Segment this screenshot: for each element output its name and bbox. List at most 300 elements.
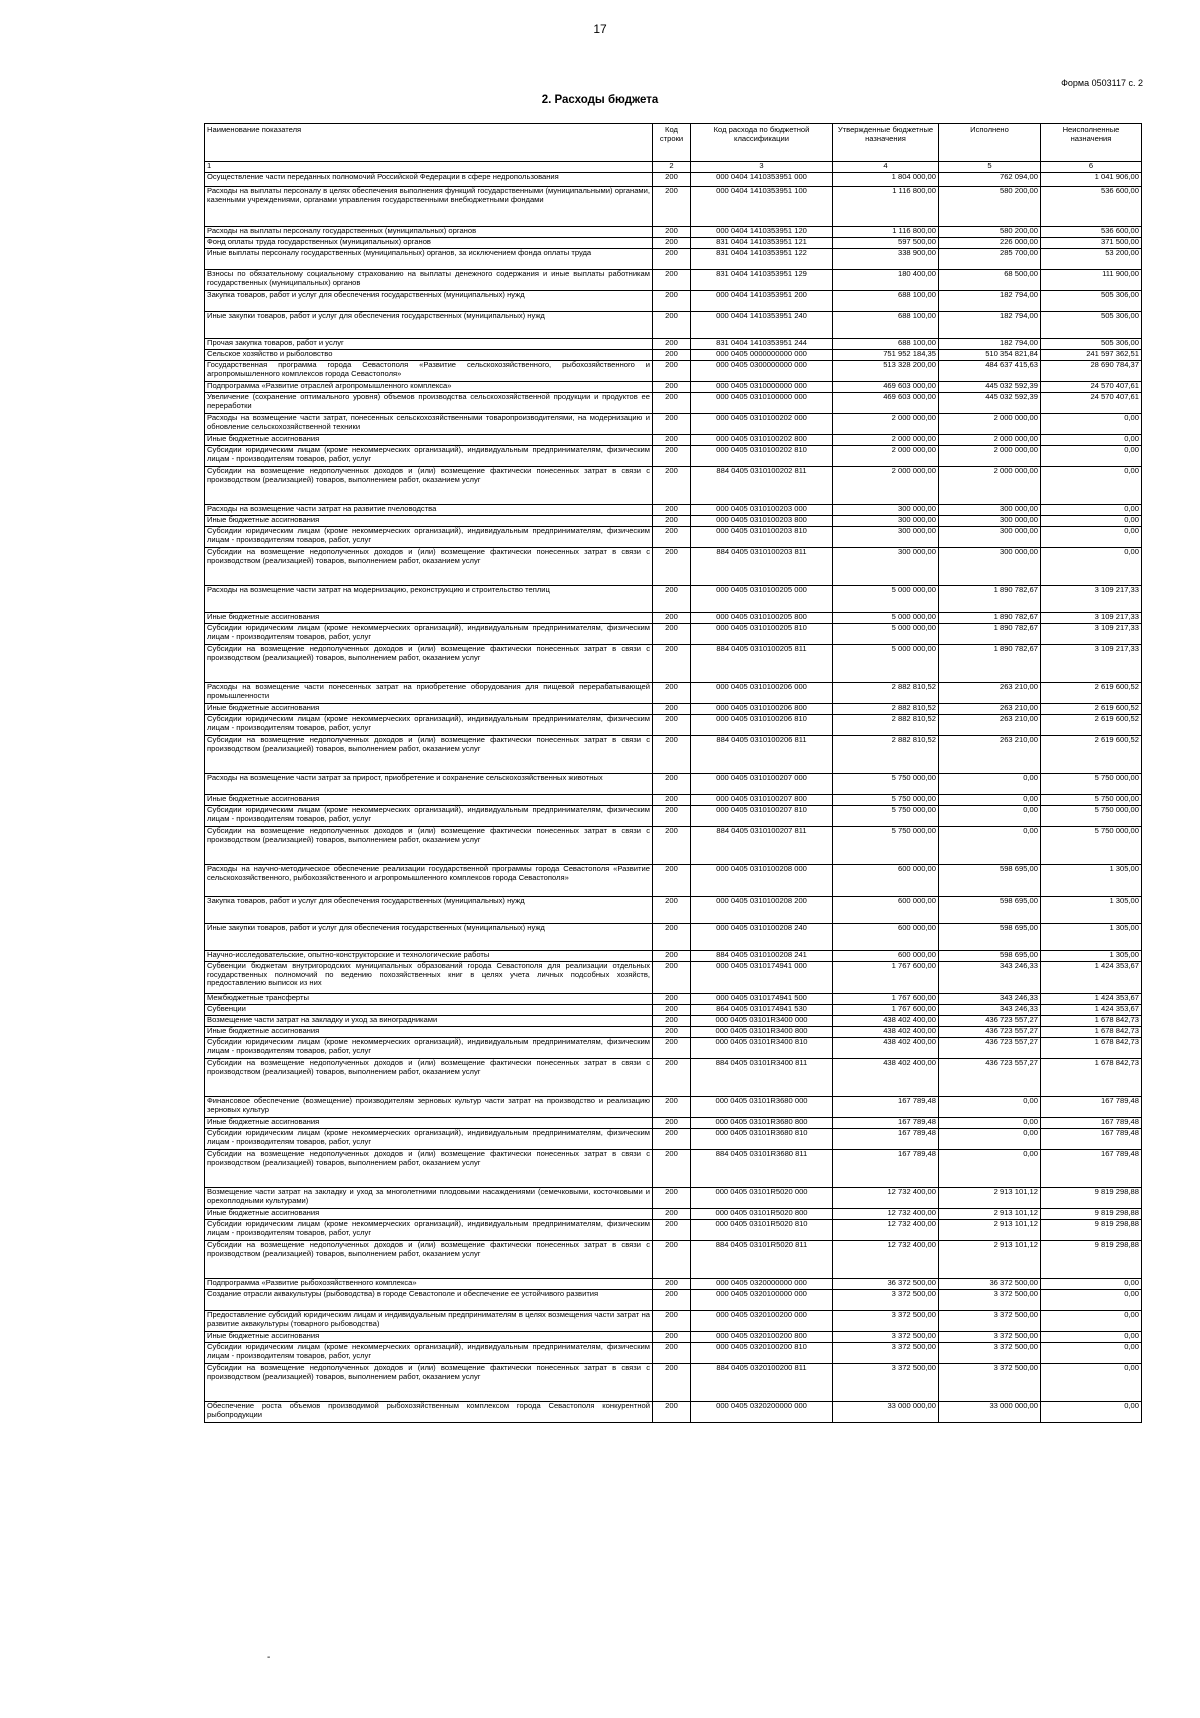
row-executed-value: 36 372 500,00	[939, 1279, 1041, 1290]
table-row	[205, 865, 1142, 897]
row-name: Иные бюджетные ассигнования	[205, 1118, 653, 1129]
row-executed-value: 762 094,00	[939, 173, 1041, 187]
row-classification-code: 884 0405 03101R5020 811	[691, 1241, 833, 1279]
row-line-code: 200	[653, 1332, 691, 1343]
row-approved-value: 167 789,48	[833, 1129, 939, 1150]
row-line-code: 200	[653, 962, 691, 994]
row-executed-value: 68 500,00	[939, 270, 1041, 291]
row-executed-value: 343 246,33	[939, 1005, 1041, 1016]
row-line-code: 200	[653, 227, 691, 238]
row-unexecuted-value: 0,00	[1041, 1290, 1142, 1311]
row-approved-value: 33 000 000,00	[833, 1402, 939, 1423]
form-identifier: Форма 0503117 с. 2	[1061, 78, 1143, 88]
row-name: Субсидии на возмещение недополученных доходов и (или) возмещение фактически понесенных затрат в связи с производством (реализацией) товаров, выполнением работ, оказанием услуг	[205, 548, 653, 586]
row-line-code: 200	[653, 238, 691, 249]
row-executed-value: 300 000,00	[939, 505, 1041, 516]
row-name: Расходы на выплаты персоналу государственных (муниципальных) органов	[205, 227, 653, 238]
row-unexecuted-value: 167 789,48	[1041, 1097, 1142, 1118]
row-line-code: 200	[653, 865, 691, 897]
row-classification-code: 000 0405 0310100203 810	[691, 527, 833, 548]
row-line-code: 200	[653, 187, 691, 227]
row-name: Иные бюджетные ассигнования	[205, 1027, 653, 1038]
row-approved-value: 438 402 400,00	[833, 1059, 939, 1097]
column-header-executed: Исполнено	[939, 124, 1041, 162]
row-approved-value: 36 372 500,00	[833, 1279, 939, 1290]
table-row	[205, 1150, 1142, 1188]
row-executed-value: 2 913 101,12	[939, 1209, 1041, 1220]
row-line-code: 200	[653, 1027, 691, 1038]
row-name: Иные бюджетные ассигнования	[205, 435, 653, 446]
row-approved-value: 688 100,00	[833, 291, 939, 312]
table-row	[205, 1059, 1142, 1097]
row-line-code: 200	[653, 951, 691, 962]
table-row	[205, 435, 1142, 446]
row-executed-value: 3 372 500,00	[939, 1343, 1041, 1364]
row-line-code: 200	[653, 586, 691, 613]
row-approved-value: 3 372 500,00	[833, 1290, 939, 1311]
row-classification-code: 884 0405 0310100207 811	[691, 827, 833, 865]
row-executed-value: 263 210,00	[939, 683, 1041, 704]
table-row	[205, 393, 1142, 414]
column-number: 4	[833, 162, 939, 173]
row-unexecuted-value: 9 819 298,88	[1041, 1220, 1142, 1241]
row-approved-value: 5 000 000,00	[833, 613, 939, 624]
row-executed-value: 1 890 782,67	[939, 645, 1041, 683]
row-executed-value: 1 890 782,67	[939, 586, 1041, 613]
row-unexecuted-value: 2 619 600,52	[1041, 736, 1142, 774]
row-classification-code: 000 0404 1410353951 120	[691, 227, 833, 238]
row-executed-value: 263 210,00	[939, 736, 1041, 774]
row-line-code: 200	[653, 645, 691, 683]
row-line-code: 200	[653, 715, 691, 736]
row-executed-value: 1 890 782,67	[939, 613, 1041, 624]
row-classification-code: 000 0405 0310100208 000	[691, 865, 833, 897]
row-approved-value: 2 882 810,52	[833, 683, 939, 704]
row-executed-value: 300 000,00	[939, 548, 1041, 586]
row-line-code: 200	[653, 994, 691, 1005]
table-row	[205, 1343, 1142, 1364]
table-row	[205, 1220, 1142, 1241]
row-executed-value: 598 695,00	[939, 865, 1041, 897]
row-unexecuted-value: 9 819 298,88	[1041, 1241, 1142, 1279]
table-row	[205, 173, 1142, 187]
row-unexecuted-value: 0,00	[1041, 505, 1142, 516]
row-classification-code: 884 0405 0310100202 811	[691, 467, 833, 505]
row-unexecuted-value: 1 424 353,67	[1041, 962, 1142, 994]
row-approved-value: 167 789,48	[833, 1150, 939, 1188]
row-line-code: 200	[653, 1343, 691, 1364]
row-approved-value: 751 952 184,35	[833, 350, 939, 361]
row-classification-code: 000 0405 0310100205 810	[691, 624, 833, 645]
row-line-code: 200	[653, 527, 691, 548]
table-row	[205, 827, 1142, 865]
row-line-code: 200	[653, 924, 691, 951]
row-executed-value: 598 695,00	[939, 951, 1041, 962]
row-unexecuted-value: 1 305,00	[1041, 924, 1142, 951]
row-line-code: 200	[653, 624, 691, 645]
table-row	[205, 715, 1142, 736]
row-unexecuted-value: 371 500,00	[1041, 238, 1142, 249]
row-approved-value: 438 402 400,00	[833, 1027, 939, 1038]
row-approved-value: 5 000 000,00	[833, 624, 939, 645]
row-line-code: 200	[653, 827, 691, 865]
row-approved-value: 597 500,00	[833, 238, 939, 249]
row-executed-value: 436 723 557,27	[939, 1016, 1041, 1027]
row-classification-code: 000 0405 0320100200 810	[691, 1343, 833, 1364]
column-header-line-code: Код строки	[653, 124, 691, 162]
row-unexecuted-value: 9 819 298,88	[1041, 1209, 1142, 1220]
row-classification-code: 000 0404 1410353951 000	[691, 173, 833, 187]
row-line-code: 200	[653, 1311, 691, 1332]
row-name: Расходы на возмещение части затрат, понесенных сельскохозяйственными товаропроизводителями, на модернизацию и обновление сельскохозяйственной техники	[205, 414, 653, 435]
row-unexecuted-value: 505 306,00	[1041, 312, 1142, 339]
table-body	[205, 173, 1142, 1423]
row-approved-value: 180 400,00	[833, 270, 939, 291]
row-line-code: 200	[653, 173, 691, 187]
column-number: 3	[691, 162, 833, 173]
row-classification-code: 000 0405 03101R3400 800	[691, 1027, 833, 1038]
table-row	[205, 1038, 1142, 1059]
table-row	[205, 1027, 1142, 1038]
row-approved-value: 2 000 000,00	[833, 435, 939, 446]
row-name: Расходы на возмещение части понесенных затрат на приобретение оборудования для пищевой перерабатывающей промышленности	[205, 683, 653, 704]
row-approved-value: 513 328 200,00	[833, 361, 939, 382]
row-unexecuted-value: 3 109 217,33	[1041, 624, 1142, 645]
row-name: Обеспечение роста объемов производимой рыбохозяйственным комплексом города Севастополя конкурентной рыбопродукции	[205, 1402, 653, 1423]
row-unexecuted-value: 0,00	[1041, 1311, 1142, 1332]
row-classification-code: 000 0405 0310100207 000	[691, 774, 833, 795]
row-approved-value: 600 000,00	[833, 865, 939, 897]
row-name: Расходы на возмещение части затрат на модернизацию, реконструкцию и строительство теплиц	[205, 586, 653, 613]
row-name: Создание отрасли аквакультуры (рыбоводства) в городе Севастополе и обеспечение ее устойчивого развития	[205, 1290, 653, 1311]
row-unexecuted-value: 3 109 217,33	[1041, 613, 1142, 624]
row-line-code: 200	[653, 516, 691, 527]
row-executed-value: 3 372 500,00	[939, 1364, 1041, 1402]
table-row	[205, 527, 1142, 548]
table-row	[205, 1188, 1142, 1209]
column-number-row	[205, 162, 1142, 173]
row-unexecuted-value: 167 789,48	[1041, 1129, 1142, 1150]
row-approved-value: 12 732 400,00	[833, 1220, 939, 1241]
row-unexecuted-value: 5 750 000,00	[1041, 774, 1142, 795]
row-unexecuted-value: 1 678 842,73	[1041, 1027, 1142, 1038]
row-line-code: 200	[653, 1150, 691, 1188]
column-number: 6	[1041, 162, 1142, 173]
row-approved-value: 2 882 810,52	[833, 736, 939, 774]
table-row	[205, 1241, 1142, 1279]
row-name: Субсидии на возмещение недополученных доходов и (или) возмещение фактически понесенных затрат в связи с производством (реализацией) товаров, выполнением работ, оказанием услуг	[205, 467, 653, 505]
row-name: Иные бюджетные ассигнования	[205, 516, 653, 527]
row-executed-value: 182 794,00	[939, 291, 1041, 312]
row-line-code: 200	[653, 1364, 691, 1402]
row-unexecuted-value: 0,00	[1041, 414, 1142, 435]
row-name: Субсидии юридическим лицам (кроме некоммерческих организаций), индивидуальным предпринимателям, физическим лицам - производителям товаров, работ, услуг	[205, 624, 653, 645]
row-name: Научно-исследовательские, опытно-конструкторские и технологические работы	[205, 951, 653, 962]
row-name: Субсидии юридическим лицам (кроме некоммерческих организаций), индивидуальным предпринимателям, физическим лицам - производителям товаров, работ, услуг	[205, 1129, 653, 1150]
row-approved-value: 2 000 000,00	[833, 467, 939, 505]
row-executed-value: 1 890 782,67	[939, 624, 1041, 645]
row-approved-value: 167 789,48	[833, 1118, 939, 1129]
row-approved-value: 2 882 810,52	[833, 715, 939, 736]
row-unexecuted-value: 111 900,00	[1041, 270, 1142, 291]
row-classification-code: 831 0404 1410353951 121	[691, 238, 833, 249]
row-name: Сельское хозяйство и рыболовство	[205, 350, 653, 361]
row-name: Подпрограмма «Развитие рыбохозяйственного комплекса»	[205, 1279, 653, 1290]
table-row	[205, 467, 1142, 505]
row-classification-code: 000 0405 0310100206 810	[691, 715, 833, 736]
row-classification-code: 000 0405 03101R3680 800	[691, 1118, 833, 1129]
row-classification-code: 000 0405 0310100206 800	[691, 704, 833, 715]
row-line-code: 200	[653, 312, 691, 339]
table-row	[205, 1402, 1142, 1423]
row-executed-value: 484 637 415,63	[939, 361, 1041, 382]
row-approved-value: 338 900,00	[833, 249, 939, 270]
row-unexecuted-value: 1 305,00	[1041, 951, 1142, 962]
table-row	[205, 736, 1142, 774]
row-classification-code: 884 0405 0310100203 811	[691, 548, 833, 586]
table-row	[205, 414, 1142, 435]
budget-expenses-table	[204, 123, 1142, 1423]
table-row	[205, 1209, 1142, 1220]
row-approved-value: 600 000,00	[833, 924, 939, 951]
row-unexecuted-value: 505 306,00	[1041, 291, 1142, 312]
row-unexecuted-value: 1 678 842,73	[1041, 1016, 1142, 1027]
row-executed-value: 436 723 557,27	[939, 1038, 1041, 1059]
table-row	[205, 227, 1142, 238]
row-name: Субсидии на возмещение недополученных доходов и (или) возмещение фактически понесенных затрат в связи с производством (реализацией) товаров, выполнением работ, оказанием услуг	[205, 1059, 653, 1097]
row-name: Субсидии юридическим лицам (кроме некоммерческих организаций), индивидуальным предпринимателям, физическим лицам - производителям товаров, работ, услуг	[205, 806, 653, 827]
column-number: 1	[205, 162, 653, 173]
table-row	[205, 361, 1142, 382]
row-classification-code: 000 0405 0310100202 800	[691, 435, 833, 446]
table-row	[205, 683, 1142, 704]
row-line-code: 200	[653, 339, 691, 350]
table-row	[205, 704, 1142, 715]
row-line-code: 200	[653, 435, 691, 446]
row-classification-code: 000 0405 0310000000 000	[691, 382, 833, 393]
row-name: Осуществление части переданных полномочий Российской Федерации в сфере недропользования	[205, 173, 653, 187]
row-classification-code: 000 0404 1410353951 240	[691, 312, 833, 339]
table-row	[205, 586, 1142, 613]
row-approved-value: 1 767 600,00	[833, 962, 939, 994]
table-row	[205, 446, 1142, 467]
row-line-code: 200	[653, 1279, 691, 1290]
row-name: Иные закупки товаров, работ и услуг для обеспечения государственных (муниципальных) нужд	[205, 924, 653, 951]
row-line-code: 200	[653, 1038, 691, 1059]
row-executed-value: 0,00	[939, 1129, 1041, 1150]
row-name: Расходы на выплаты персоналу в целях обеспечения выполнения функций государственными (муниципальными) органами, казенными учреждениями, органами управления государственными внебюджетными фондами	[205, 187, 653, 227]
row-unexecuted-value: 5 750 000,00	[1041, 795, 1142, 806]
row-executed-value: 598 695,00	[939, 924, 1041, 951]
row-approved-value: 438 402 400,00	[833, 1016, 939, 1027]
row-line-code: 200	[653, 1059, 691, 1097]
row-name: Взносы по обязательному социальному страхованию на выплаты денежного содержания и иные выплаты работникам государственных (муниципальных) органов	[205, 270, 653, 291]
row-line-code: 200	[653, 1188, 691, 1209]
table-row	[205, 645, 1142, 683]
row-unexecuted-value: 505 306,00	[1041, 339, 1142, 350]
row-classification-code: 000 0405 0000000000 000	[691, 350, 833, 361]
row-line-code: 200	[653, 350, 691, 361]
row-unexecuted-value: 0,00	[1041, 1343, 1142, 1364]
table-row	[205, 1005, 1142, 1016]
row-name: Возмещение части затрат на закладку и уход за многолетними плодовыми насаждениями (семечковыми, косточковыми и орехоплодными культурами)	[205, 1188, 653, 1209]
table-row	[205, 238, 1142, 249]
table-row	[205, 350, 1142, 361]
row-unexecuted-value: 0,00	[1041, 467, 1142, 505]
row-unexecuted-value: 0,00	[1041, 1279, 1142, 1290]
row-classification-code: 000 0405 0310100203 000	[691, 505, 833, 516]
row-classification-code: 000 0405 0310100202 810	[691, 446, 833, 467]
row-approved-value: 1 804 000,00	[833, 173, 939, 187]
row-executed-value: 2 000 000,00	[939, 414, 1041, 435]
row-executed-value: 33 000 000,00	[939, 1402, 1041, 1423]
row-name: Субсидии юридическим лицам (кроме некоммерческих организаций), индивидуальным предпринимателям, физическим лицам - производителям товаров, работ, услуг	[205, 715, 653, 736]
table-row	[205, 516, 1142, 527]
row-classification-code: 000 0405 0310100000 000	[691, 393, 833, 414]
row-name: Субсидии на возмещение недополученных доходов и (или) возмещение фактически понесенных затрат в связи с производством (реализацией) товаров, выполнением работ, оказанием услуг	[205, 1150, 653, 1188]
table-row	[205, 806, 1142, 827]
row-approved-value: 5 000 000,00	[833, 586, 939, 613]
row-line-code: 200	[653, 249, 691, 270]
row-executed-value: 2 913 101,12	[939, 1241, 1041, 1279]
table-row	[205, 291, 1142, 312]
row-executed-value: 343 246,33	[939, 994, 1041, 1005]
row-approved-value: 688 100,00	[833, 312, 939, 339]
row-executed-value: 0,00	[939, 827, 1041, 865]
row-line-code: 200	[653, 683, 691, 704]
row-line-code: 200	[653, 467, 691, 505]
row-line-code: 200	[653, 270, 691, 291]
row-classification-code: 000 0405 0320100000 000	[691, 1290, 833, 1311]
row-name: Расходы на возмещение части затрат за прирост, приобретение и сохранение сельскохозяйственных животных	[205, 774, 653, 795]
row-name: Расходы на научно-методическое обеспечение реализации государственной программы города Севастополя «Развитие сельскохозяйственного, рыбохозяйственного и агропромышленного комплексов города Севастополя»	[205, 865, 653, 897]
row-unexecuted-value: 0,00	[1041, 527, 1142, 548]
row-unexecuted-value: 28 690 784,37	[1041, 361, 1142, 382]
row-unexecuted-value: 1 424 353,67	[1041, 1005, 1142, 1016]
row-unexecuted-value: 1 424 353,67	[1041, 994, 1142, 1005]
row-name: Увеличение (сохранение оптимального уровня) объемов производства сельскохозяйственной продукции и продуктов ее переработки	[205, 393, 653, 414]
row-executed-value: 510 354 821,84	[939, 350, 1041, 361]
row-line-code: 200	[653, 1402, 691, 1423]
row-name: Иные бюджетные ассигнования	[205, 1332, 653, 1343]
row-executed-value: 300 000,00	[939, 516, 1041, 527]
row-line-code: 200	[653, 1016, 691, 1027]
row-classification-code: 000 0405 03101R3400 000	[691, 1016, 833, 1027]
table-row	[205, 1290, 1142, 1311]
table-row	[205, 951, 1142, 962]
row-classification-code: 000 0405 0310100203 800	[691, 516, 833, 527]
row-approved-value: 12 732 400,00	[833, 1241, 939, 1279]
row-executed-value: 436 723 557,27	[939, 1027, 1041, 1038]
row-executed-value: 580 200,00	[939, 187, 1041, 227]
row-unexecuted-value: 1 305,00	[1041, 865, 1142, 897]
row-approved-value: 469 603 000,00	[833, 393, 939, 414]
table-row	[205, 897, 1142, 924]
row-classification-code: 000 0405 0310100205 800	[691, 613, 833, 624]
row-approved-value: 2 882 810,52	[833, 704, 939, 715]
row-unexecuted-value: 9 819 298,88	[1041, 1188, 1142, 1209]
row-classification-code: 000 0405 0320100200 800	[691, 1332, 833, 1343]
row-approved-value: 469 603 000,00	[833, 382, 939, 393]
column-header-classification-code: Код расхода по бюджетной классификации	[691, 124, 833, 162]
column-number: 5	[939, 162, 1041, 173]
row-name: Субсидии юридическим лицам (кроме некоммерческих организаций), индивидуальным предпринимателям, физическим лицам - производителям товаров, работ, услуг	[205, 446, 653, 467]
table-row	[205, 613, 1142, 624]
table-row	[205, 924, 1142, 951]
row-name: Государственная программа города Севастополя «Развитие сельскохозяйственного, рыбохозяйственного и агропромышленного комплексов города Севастополя»	[205, 361, 653, 382]
row-approved-value: 1 767 600,00	[833, 994, 939, 1005]
row-name: Субсидии юридическим лицам (кроме некоммерческих организаций), индивидуальным предпринимателям, физическим лицам - производителям товаров, работ, услуг	[205, 1220, 653, 1241]
table-row	[205, 548, 1142, 586]
row-unexecuted-value: 2 619 600,52	[1041, 715, 1142, 736]
row-approved-value: 1 116 800,00	[833, 227, 939, 238]
row-name: Субсидии на возмещение недополученных доходов и (или) возмещение фактически понесенных затрат в связи с производством (реализацией) товаров, выполнением работ, оказанием услуг	[205, 1364, 653, 1402]
row-classification-code: 000 0405 0300000000 000	[691, 361, 833, 382]
row-line-code: 200	[653, 795, 691, 806]
row-line-code: 200	[653, 1290, 691, 1311]
row-classification-code: 000 0405 0310100205 000	[691, 586, 833, 613]
row-line-code: 200	[653, 382, 691, 393]
row-approved-value: 438 402 400,00	[833, 1038, 939, 1059]
row-executed-value: 436 723 557,27	[939, 1059, 1041, 1097]
row-unexecuted-value: 5 750 000,00	[1041, 806, 1142, 827]
row-name: Субсидии на возмещение недополученных доходов и (или) возмещение фактически понесенных затрат в связи с производством (реализацией) товаров, выполнением работ, оказанием услуг	[205, 1241, 653, 1279]
row-classification-code: 000 0405 03101R3400 810	[691, 1038, 833, 1059]
row-classification-code: 000 0405 0310100202 000	[691, 414, 833, 435]
row-executed-value: 598 695,00	[939, 897, 1041, 924]
row-unexecuted-value: 0,00	[1041, 1332, 1142, 1343]
row-unexecuted-value: 536 600,00	[1041, 227, 1142, 238]
table-row	[205, 382, 1142, 393]
row-classification-code: 000 0405 0320100200 000	[691, 1311, 833, 1332]
table-row	[205, 994, 1142, 1005]
row-unexecuted-value: 1 678 842,73	[1041, 1059, 1142, 1097]
row-line-code: 200	[653, 1005, 691, 1016]
row-name: Субсидии юридическим лицам (кроме некоммерческих организаций), индивидуальным предпринимателям, физическим лицам - производителям товаров, работ, услуг	[205, 1038, 653, 1059]
row-name: Иные бюджетные ассигнования	[205, 795, 653, 806]
row-name: Закупка товаров, работ и услуг для обеспечения государственных (муниципальных) нужд	[205, 291, 653, 312]
table-row	[205, 187, 1142, 227]
row-classification-code: 884 0405 0310100208 241	[691, 951, 833, 962]
row-line-code: 200	[653, 1129, 691, 1150]
row-classification-code: 000 0405 03101R5020 810	[691, 1220, 833, 1241]
row-approved-value: 300 000,00	[833, 527, 939, 548]
row-name: Субвенции бюджетам внутригородских муниципальных образований города Севастополя для реализации отдельных государственных полномочий по ведению похозяйственных книг в целях учета личных подсобных хозяйств, предоставлению выписок из них	[205, 962, 653, 994]
table-row	[205, 249, 1142, 270]
row-executed-value: 0,00	[939, 806, 1041, 827]
row-unexecuted-value: 0,00	[1041, 548, 1142, 586]
column-header-unexecuted: Неисполненные назначения	[1041, 124, 1142, 162]
row-line-code: 200	[653, 897, 691, 924]
row-unexecuted-value: 2 619 600,52	[1041, 704, 1142, 715]
row-executed-value: 445 032 592,39	[939, 393, 1041, 414]
row-approved-value: 600 000,00	[833, 897, 939, 924]
row-executed-value: 2 913 101,12	[939, 1188, 1041, 1209]
row-approved-value: 300 000,00	[833, 505, 939, 516]
row-executed-value: 263 210,00	[939, 704, 1041, 715]
row-unexecuted-value: 24 570 407,61	[1041, 393, 1142, 414]
row-line-code: 200	[653, 505, 691, 516]
row-approved-value: 300 000,00	[833, 516, 939, 527]
row-classification-code: 000 0405 0310100208 200	[691, 897, 833, 924]
row-line-code: 200	[653, 446, 691, 467]
row-line-code: 200	[653, 704, 691, 715]
row-line-code: 200	[653, 1220, 691, 1241]
row-approved-value: 5 750 000,00	[833, 827, 939, 865]
row-name: Иные бюджетные ассигнования	[205, 704, 653, 715]
column-header-approved: Утвержденные бюджетные назначения	[833, 124, 939, 162]
row-unexecuted-value: 0,00	[1041, 1364, 1142, 1402]
